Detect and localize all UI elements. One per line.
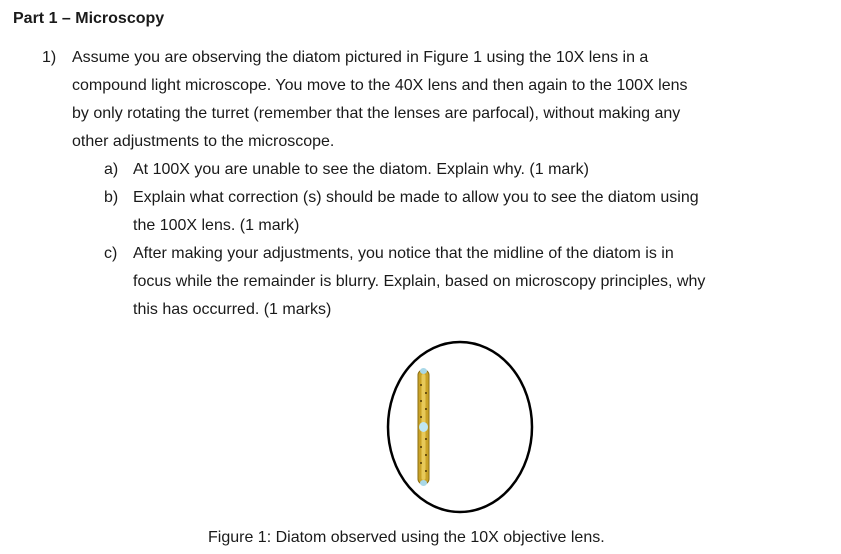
field-of-view-circle xyxy=(388,342,532,512)
microscope-field-view xyxy=(385,338,535,518)
figure-caption: Figure 1: Diatom observed using the 10X objective lens. xyxy=(208,529,605,546)
question-text-line-4: other adjustments to the microscope. xyxy=(72,133,335,150)
question-number: 1) xyxy=(42,49,57,66)
question-text-line-2: compound light microscope. You move to the 40X lens and then again to the 100X lens xyxy=(72,77,688,94)
diatom-image xyxy=(418,368,429,486)
part-c-text-line-3: this has occurred. (1 marks) xyxy=(133,301,332,318)
question-text-line-3: by only rotating the turret (remember that the lenses are parfocal), without making any xyxy=(72,105,681,122)
part-a-label: a) xyxy=(104,161,119,178)
part-c-text-line-1: After making your adjustments, you notice that the midline of the diatom is in xyxy=(133,245,674,262)
part-c-label: c) xyxy=(104,245,118,262)
part-a-text-line-1: At 100X you are unable to see the diatom. Explain why. (1 mark) xyxy=(133,161,589,178)
question-text-line-1: Assume you are observing the diatom pictured in Figure 1 using the 10X lens in a xyxy=(72,49,649,66)
part-b-text-line-2: the 100X lens. (1 mark) xyxy=(133,217,300,234)
part-c-text-line-2: focus while the remainder is blurry. Explain, based on microscopy principles, why xyxy=(133,273,706,290)
section-heading: Part 1 – Microscopy xyxy=(13,10,165,27)
figure-1 xyxy=(385,338,535,518)
part-b-text-line-1: Explain what correction (s) should be made to allow you to see the diatom using xyxy=(133,189,699,206)
part-b-label: b) xyxy=(104,189,119,206)
